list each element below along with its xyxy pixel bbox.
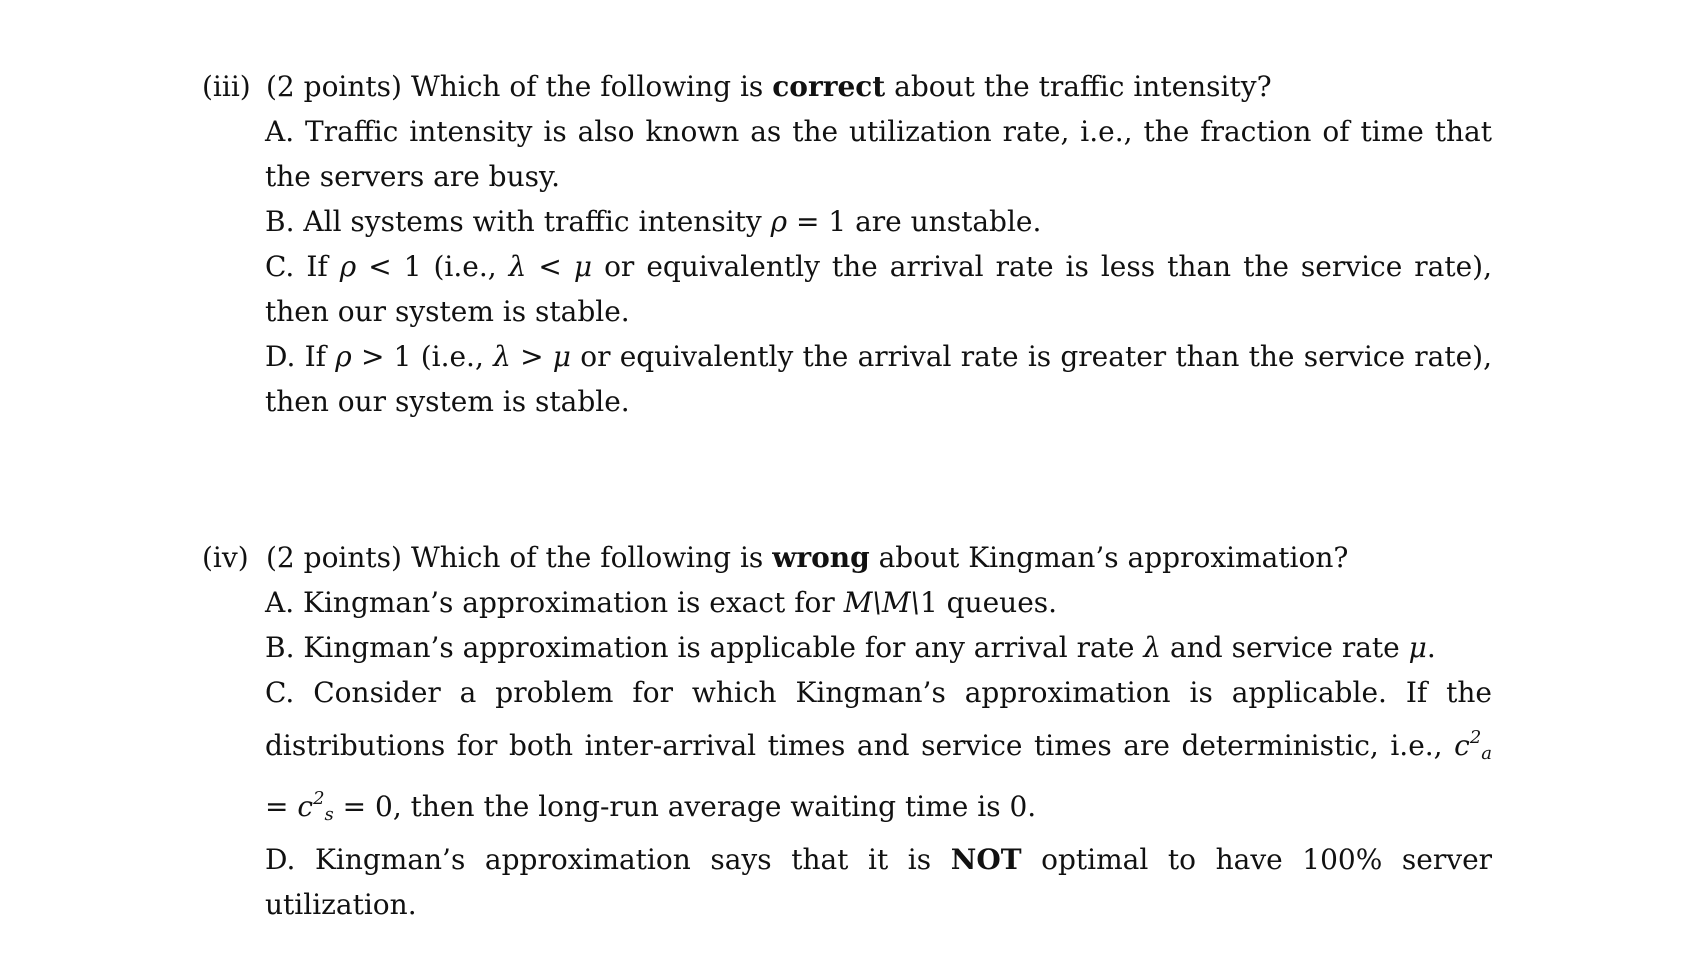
stem-text: Which of the following is wrong about Kingman’s approximation?: [410, 541, 1349, 574]
option-letter: A.: [265, 586, 295, 619]
option-letter: A.: [265, 115, 295, 148]
option-text: Traffic intensity is also known as the utilization rate, i.e., the fraction of time that the servers are busy.: [265, 115, 1492, 193]
question-number: (iv): [202, 541, 249, 574]
math-mu: μ: [552, 340, 571, 373]
math-lambda: λ: [493, 340, 511, 373]
math-rho: ρ: [335, 340, 352, 373]
question-iv-options: [265, 580, 1492, 927]
question-iii-options: [265, 109, 1492, 424]
question-iii: [202, 64, 1492, 424]
stem-emphasis: wrong: [772, 541, 870, 574]
stem-emphasis: correct: [772, 70, 886, 103]
math-mu: μ: [1408, 631, 1427, 664]
stem-text: Which of the following is correct about the traffic intensity?: [410, 70, 1272, 103]
option-d: D. Kingman’s approximation says that it is NOT optimal to have 100% server utilization.: [265, 843, 1493, 921]
emphasis-not: NOT: [950, 843, 1022, 876]
option-letter: B.: [265, 205, 295, 238]
question-iii-stem: [202, 64, 1492, 109]
math-ca2: $c^2_a$: [1454, 727, 1492, 764]
option-letter: D.: [265, 843, 296, 876]
option-letter: B.: [265, 631, 295, 664]
question-iv: [202, 535, 1492, 927]
math-lambda: λ: [508, 250, 527, 283]
math-mm1: M\M\: [843, 586, 920, 619]
question-iv-stem: [202, 535, 1492, 580]
option-b: B. All systems with traffic intensity ρ = 1 are unstable.: [265, 205, 1042, 238]
points-label: (2 points): [266, 70, 402, 103]
math-lambda: λ: [1143, 631, 1162, 664]
points-label: (2 points): [266, 541, 402, 574]
option-letter: D.: [265, 340, 296, 373]
option-a: A. Kingman’s approximation is exact for M\M\1 queues.: [265, 586, 1058, 619]
question-number: (iii): [202, 70, 251, 103]
option-b: B. Kingman’s approximation is applicable for any arrival rate λ and service rate μ.: [265, 631, 1436, 664]
math-rho: ρ: [339, 250, 357, 283]
option-letter: C.: [265, 250, 295, 283]
option-letter: C.: [265, 676, 295, 709]
math-mu: μ: [573, 250, 593, 283]
math-rho: ρ: [770, 205, 788, 238]
option-d: D. If ρ > 1 (i.e., λ > μ or equivalently the arrival rate is greater than the service rate), then our system is stable.: [265, 340, 1493, 418]
option-c: C. If ρ < 1 (i.e., λ < μ or equivalently the arrival rate is less than the service rate), then our system is stable.: [265, 250, 1493, 328]
option-a: [265, 109, 1492, 199]
option-c: C. Consider a problem for which Kingman’s approximation is applicable. If the distributions for both inter-arrival times and service times are deterministic, i.e., $c^2_a = c^2_s = 0$, then the long-run average waiting time is 0.: [265, 676, 1493, 825]
math-cs2: $c^2_s$: [297, 788, 334, 825]
